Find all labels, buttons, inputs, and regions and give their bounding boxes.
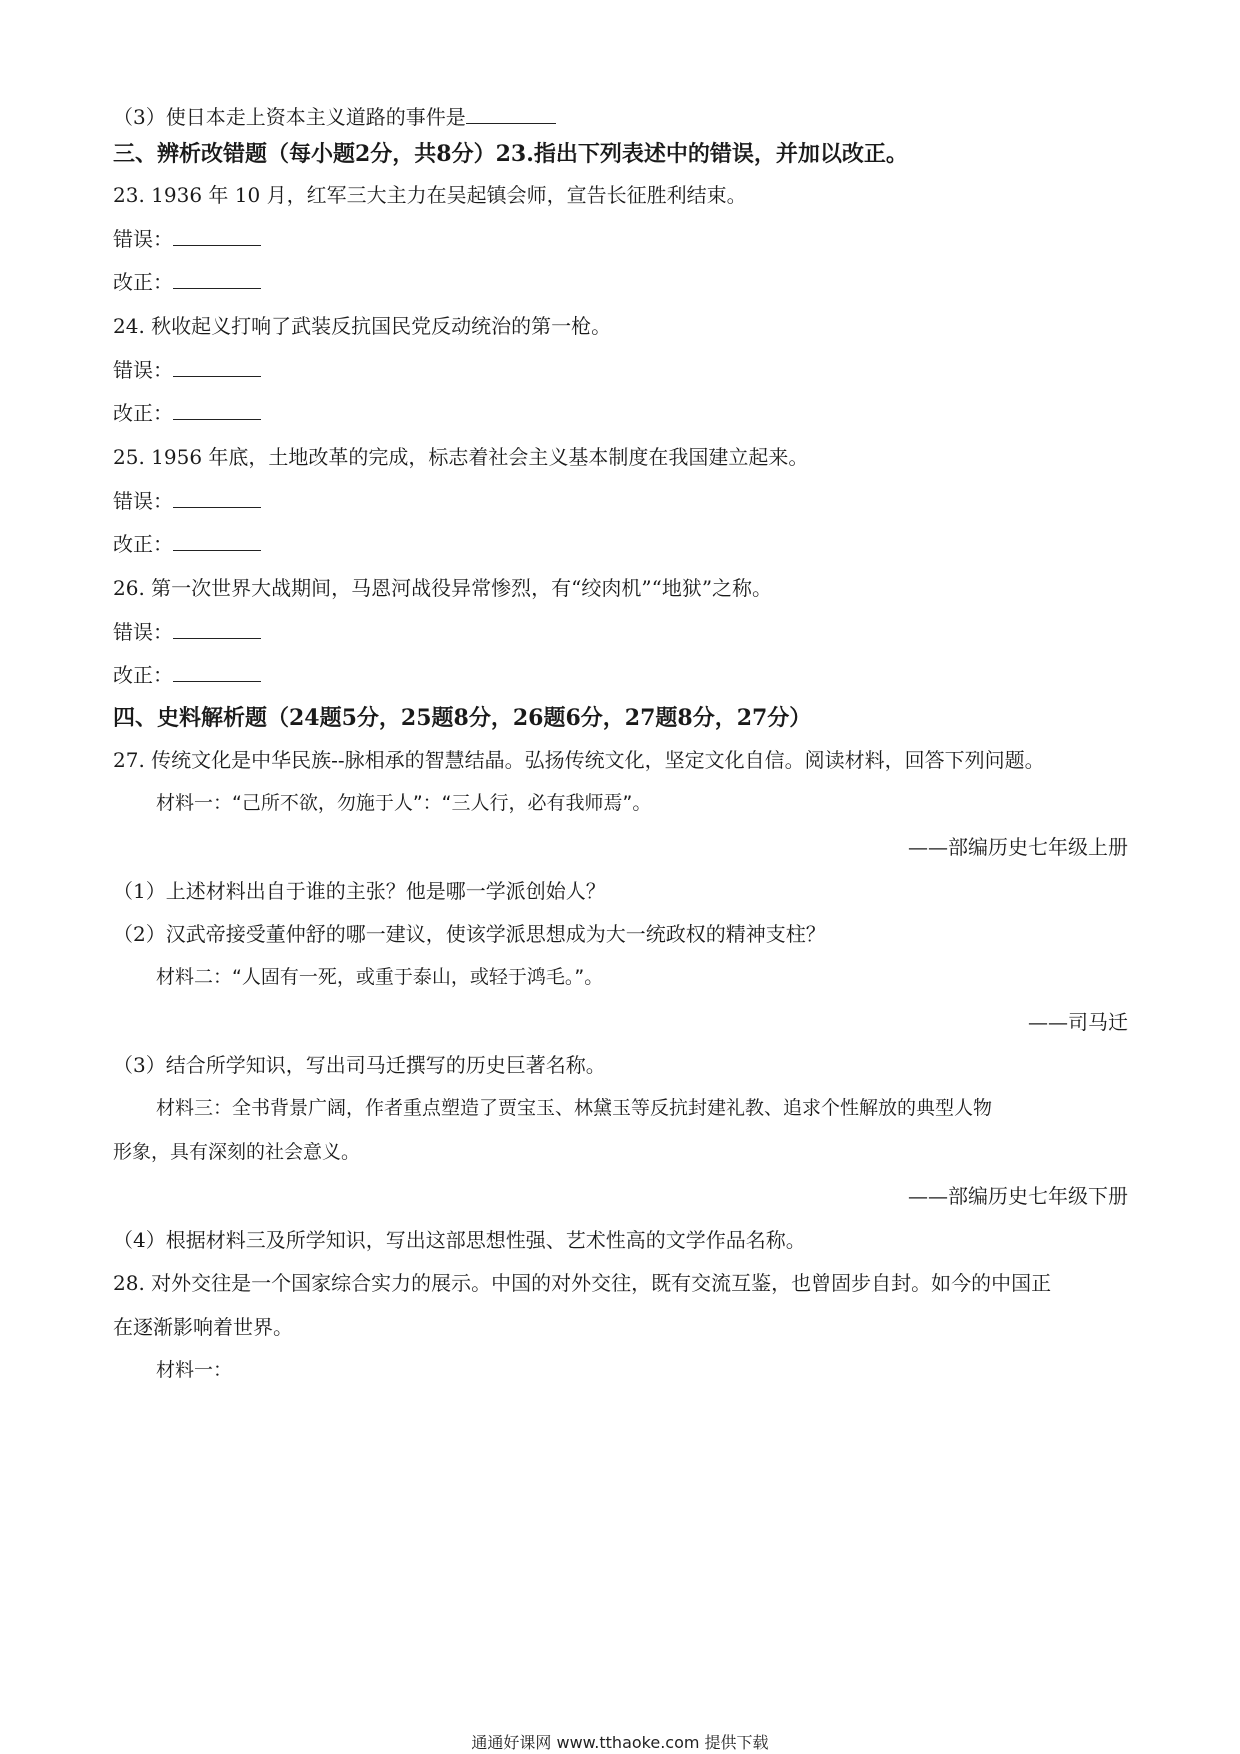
material-2-source: ——司马迁	[1028, 1010, 1128, 1034]
error-label: 错误：	[113, 358, 173, 382]
correction-blank[interactable]	[173, 680, 261, 682]
section-4-heading: 四、史料解析题（24题5分，25题8分，26题6分，27题8分，27分）	[113, 705, 812, 731]
question-23: 23. 1936 年 10 月，红军三大主力在吴起镇会师，宣告长征胜利结束。	[113, 183, 747, 207]
q24-error-line	[113, 356, 261, 384]
question-27-part4: （4）根据材料三及所学知识，写出这部思想性强、艺术性高的文学作品名称。	[113, 1228, 806, 1252]
question-28-material-1: 材料一：	[156, 1359, 233, 1381]
error-label: 错误：	[113, 227, 173, 251]
correction-label: 改正：	[113, 270, 173, 294]
question-27-part2: （2）汉武帝接受董仲舒的哪一建议，使该学派思想成为大一统政权的精神支柱？	[113, 922, 826, 946]
question-28-line2: 在逐渐影响着世界。	[113, 1315, 293, 1339]
correction-blank[interactable]	[173, 287, 261, 289]
error-blank[interactable]	[173, 244, 261, 246]
answer-blank[interactable]	[466, 122, 556, 124]
question-27: 27. 传统文化是中华民族--脉相承的智慧结晶。弘扬传统文化，坚定文化自信。阅读材料，回答下列问题。	[113, 748, 1045, 772]
correction-blank[interactable]	[173, 418, 261, 420]
section-3-heading: 三、辨析改错题（每小题2分，共8分）23.指出下列表述中的错误，并加以改正。	[113, 141, 908, 167]
material-1: 材料一：“己所不欲，勿施于人”：“三人行，必有我师焉”。	[156, 792, 652, 814]
question-27-part3: （3）结合所学知识，写出司马迁撰写的历史巨著名称。	[113, 1053, 606, 1077]
q22-part3	[113, 103, 556, 131]
error-label: 错误：	[113, 489, 173, 513]
correction-label: 改正：	[113, 663, 173, 687]
q22-part3-text: （3）使日本走上资本主义道路的事件是	[113, 105, 466, 129]
q26-error-line	[113, 618, 261, 646]
question-26: 26. 第一次世界大战期间，马恩河战役异常惨烈，有“绞肉机”“地狱”之称。	[113, 576, 773, 600]
material-2: 材料二：“人固有一死，或重于泰山，或轻于鸿毛。”。	[156, 966, 604, 988]
question-25: 25. 1956 年底，土地改革的完成，标志着社会主义基本制度在我国建立起来。	[113, 445, 809, 469]
error-blank[interactable]	[173, 506, 261, 508]
footer: 通通好课网 www.tthaoke.com 提供下载	[471, 1733, 769, 1752]
correction-blank[interactable]	[173, 549, 261, 551]
material-3-line1: 材料三：全书背景广阔，作者重点塑造了贾宝玉、林黛玉等反抗封建礼教、追求个性解放的典型人物	[156, 1097, 993, 1119]
question-24: 24. 秋收起义打响了武装反抗国民党反动统治的第一枪。	[113, 314, 612, 338]
q23-error-line	[113, 225, 261, 253]
question-28-line1: 28. 对外交往是一个国家综合实力的展示。中国的对外交往，既有交流互鉴，也曾固步自封。如今的中国正	[113, 1271, 1052, 1295]
material-3-line2: 形象，具有深刻的社会意义。	[113, 1141, 361, 1163]
q25-correction-line	[113, 530, 261, 558]
q25-error-line	[113, 487, 261, 515]
correction-label: 改正：	[113, 532, 173, 556]
material-3-source: ——部编历史七年级下册	[908, 1184, 1128, 1208]
q24-correction-line	[113, 399, 261, 427]
error-blank[interactable]	[173, 637, 261, 639]
material-1-source: ——部编历史七年级上册	[908, 835, 1128, 859]
error-blank[interactable]	[173, 375, 261, 377]
question-27-part1: （1）上述材料出自于谁的主张？他是哪一学派创始人？	[113, 879, 606, 903]
correction-label: 改正：	[113, 401, 173, 425]
error-label: 错误：	[113, 620, 173, 644]
q26-correction-line	[113, 661, 261, 689]
q23-correction-line	[113, 268, 261, 296]
